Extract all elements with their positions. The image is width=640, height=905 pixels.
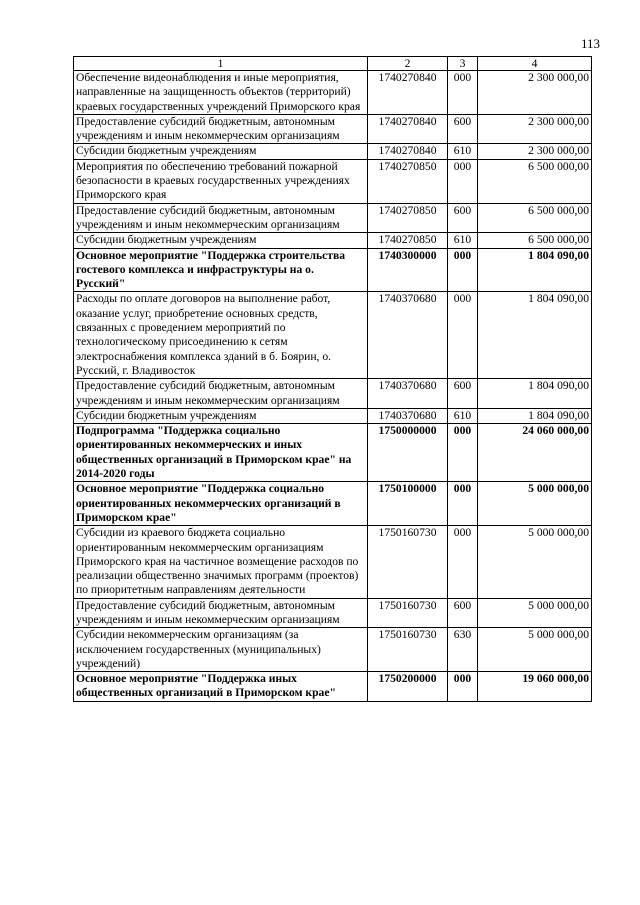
- table-row: [74, 114, 592, 144]
- row-type: 000: [448, 71, 478, 115]
- table-row: [74, 482, 592, 526]
- row-code: 1740300000: [368, 248, 448, 292]
- header-col-3: 3: [448, 57, 478, 71]
- row-name: Предоставление субсидий бюджетным, автономным учреждениям и иным некоммерческим организациям: [74, 379, 368, 409]
- table-body: [74, 71, 592, 702]
- table-row: [74, 71, 592, 115]
- row-code: 1750160730: [368, 526, 448, 598]
- page-number: 113: [580, 36, 600, 51]
- table-row: [74, 598, 592, 628]
- row-type: 600: [448, 114, 478, 144]
- row-amount: 1 804 090,00: [478, 292, 592, 379]
- row-code: 1740270850: [368, 159, 448, 203]
- row-name: Обеспечение видеонаблюдения и иные мероприятия, направленные на защищенность объектов (территорий) краевых государственных учреждений Приморского края: [74, 71, 368, 115]
- table-row: [74, 159, 592, 203]
- row-type: 600: [448, 598, 478, 628]
- header-col-1: 1: [74, 57, 368, 71]
- row-amount: 5 000 000,00: [478, 628, 592, 672]
- row-amount: 6 500 000,00: [478, 159, 592, 203]
- row-type: 610: [448, 408, 478, 423]
- row-code: 1750160730: [368, 628, 448, 672]
- row-type: 000: [448, 424, 478, 482]
- row-amount: 6 500 000,00: [478, 203, 592, 233]
- row-name: Основное мероприятие "Поддержка иных общественных организаций в Приморском крае": [74, 672, 368, 702]
- row-code: 1750160730: [368, 598, 448, 628]
- table-row: [74, 203, 592, 233]
- row-name: Основное мероприятие "Поддержка строительства гостевого комплекса и инфраструктуры на о. Русский": [74, 248, 368, 292]
- row-amount: 1 804 090,00: [478, 248, 592, 292]
- row-name: Предоставление субсидий бюджетным, автономным учреждениям и иным некоммерческим организациям: [74, 114, 368, 144]
- table-row: [74, 292, 592, 379]
- row-name: Субсидии бюджетным учреждениям: [74, 233, 368, 248]
- row-code: 1750000000: [368, 424, 448, 482]
- row-type: 600: [448, 379, 478, 409]
- row-code: 1740270840: [368, 144, 448, 159]
- row-code: 1740370680: [368, 292, 448, 379]
- table-row: [74, 408, 592, 423]
- row-type: 000: [448, 526, 478, 598]
- table-header-row: [74, 57, 592, 71]
- row-type: 630: [448, 628, 478, 672]
- row-name: Мероприятия по обеспечению требований пожарной безопасности в краевых государственных учреждениях Приморского края: [74, 159, 368, 203]
- row-amount: 1 804 090,00: [478, 408, 592, 423]
- row-name: Субсидии некоммерческим организациям (за исключением государственных (муниципальных) учреждений): [74, 628, 368, 672]
- row-amount: 5 000 000,00: [478, 526, 592, 598]
- row-amount: 5 000 000,00: [478, 482, 592, 526]
- table-row: [74, 526, 592, 598]
- row-type: 000: [448, 159, 478, 203]
- row-name: Предоставление субсидий бюджетным, автономным учреждениям и иным некоммерческим организациям: [74, 203, 368, 233]
- row-type: 000: [448, 672, 478, 702]
- header-col-4: 4: [478, 57, 592, 71]
- row-code: 1750200000: [368, 672, 448, 702]
- row-name: Субсидии из краевого бюджета социально ориентированным некоммерческим организациям Приморского края на частичное возмещение расходов по реализации общественно значимых программ (проектов) по приоритетным направлениям деятельности: [74, 526, 368, 598]
- row-name: Основное мероприятие "Поддержка социально ориентированных некоммерческих организаций в Приморском крае": [74, 482, 368, 526]
- table-row: [74, 233, 592, 248]
- row-type: 000: [448, 292, 478, 379]
- row-amount: 6 500 000,00: [478, 233, 592, 248]
- row-name: Расходы по оплате договоров на выполнение работ, оказание услуг, приобретение основных средств, связанных с проведением мероприятий по технологическому присоединению к сетям электроснабжения комплекса зданий в б. Боярин, о. Русский, г. Владивосток: [74, 292, 368, 379]
- header-col-2: 2: [368, 57, 448, 71]
- row-code: 1740370680: [368, 408, 448, 423]
- row-name: Субсидии бюджетным учреждениям: [74, 408, 368, 423]
- row-amount: 2 300 000,00: [478, 71, 592, 115]
- row-code: 1750100000: [368, 482, 448, 526]
- row-amount: 5 000 000,00: [478, 598, 592, 628]
- table-row: [74, 628, 592, 672]
- table-row: [74, 144, 592, 159]
- table-row: [74, 379, 592, 409]
- row-code: 1740270850: [368, 233, 448, 248]
- row-code: 1740270840: [368, 71, 448, 115]
- row-name: Подпрограмма "Поддержка социально ориентированных некоммерческих и иных общественных организаций в Приморском крае" на 2014-2020 годы: [74, 424, 368, 482]
- table-row: [74, 424, 592, 482]
- row-name: Субсидии бюджетным учреждениям: [74, 144, 368, 159]
- row-code: 1740270840: [368, 114, 448, 144]
- budget-table: [73, 56, 592, 702]
- row-code: 1740270850: [368, 203, 448, 233]
- row-amount: 19 060 000,00: [478, 672, 592, 702]
- row-amount: 2 300 000,00: [478, 114, 592, 144]
- row-type: 000: [448, 248, 478, 292]
- row-type: 610: [448, 233, 478, 248]
- row-name: Предоставление субсидий бюджетным, автономным учреждениям и иным некоммерческим организациям: [74, 598, 368, 628]
- table-row: [74, 672, 592, 702]
- table-row: [74, 248, 592, 292]
- row-amount: 1 804 090,00: [478, 379, 592, 409]
- row-type: 610: [448, 144, 478, 159]
- row-type: 600: [448, 203, 478, 233]
- row-code: 1740370680: [368, 379, 448, 409]
- row-amount: 2 300 000,00: [478, 144, 592, 159]
- row-type: 000: [448, 482, 478, 526]
- row-amount: 24 060 000,00: [478, 424, 592, 482]
